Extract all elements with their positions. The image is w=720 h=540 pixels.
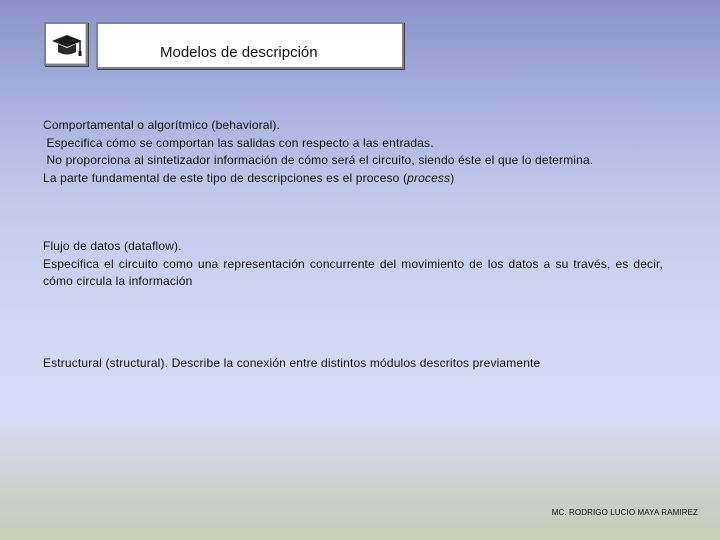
title-box [96, 22, 404, 69]
structural-text: Estructural (structural). Describe la conexión entre distintos módulos descritos previamente [43, 356, 541, 370]
behavioral-line-3-close: ) [450, 170, 455, 185]
behavioral-line-1: Especifica cómo se comportan las salidas con respecto a las entradas. [43, 135, 434, 150]
behavioral-line-2: No proporciona al sintetizador información de cómo será el circuito, siendo éste el que lo determina. [43, 153, 594, 167]
dataflow-section [43, 238, 663, 291]
graduation-cap-icon [50, 28, 84, 62]
behavioral-heading: Comportamental o algorítmico (behavioral). [43, 118, 281, 132]
author-footer: MC. RODRIGO LUCIO MAYA RAMIREZ [551, 508, 698, 517]
page-title: Modelos de descripción [160, 44, 318, 61]
logo-box [44, 22, 88, 66]
dataflow-body: Especifica el circuito como una representación concurrente del movimiento de los datos a su través, es decir, cómo circula la información [43, 256, 663, 288]
behavioral-line-3 [43, 170, 663, 188]
structural-section [43, 355, 663, 373]
process-term: process [407, 170, 451, 185]
behavioral-section [43, 117, 663, 187]
dataflow-heading: Flujo de datos (dataflow). [43, 239, 182, 253]
behavioral-line-3-text: La parte fundamental de este tipo de descripciones es el proceso ( [43, 170, 408, 185]
